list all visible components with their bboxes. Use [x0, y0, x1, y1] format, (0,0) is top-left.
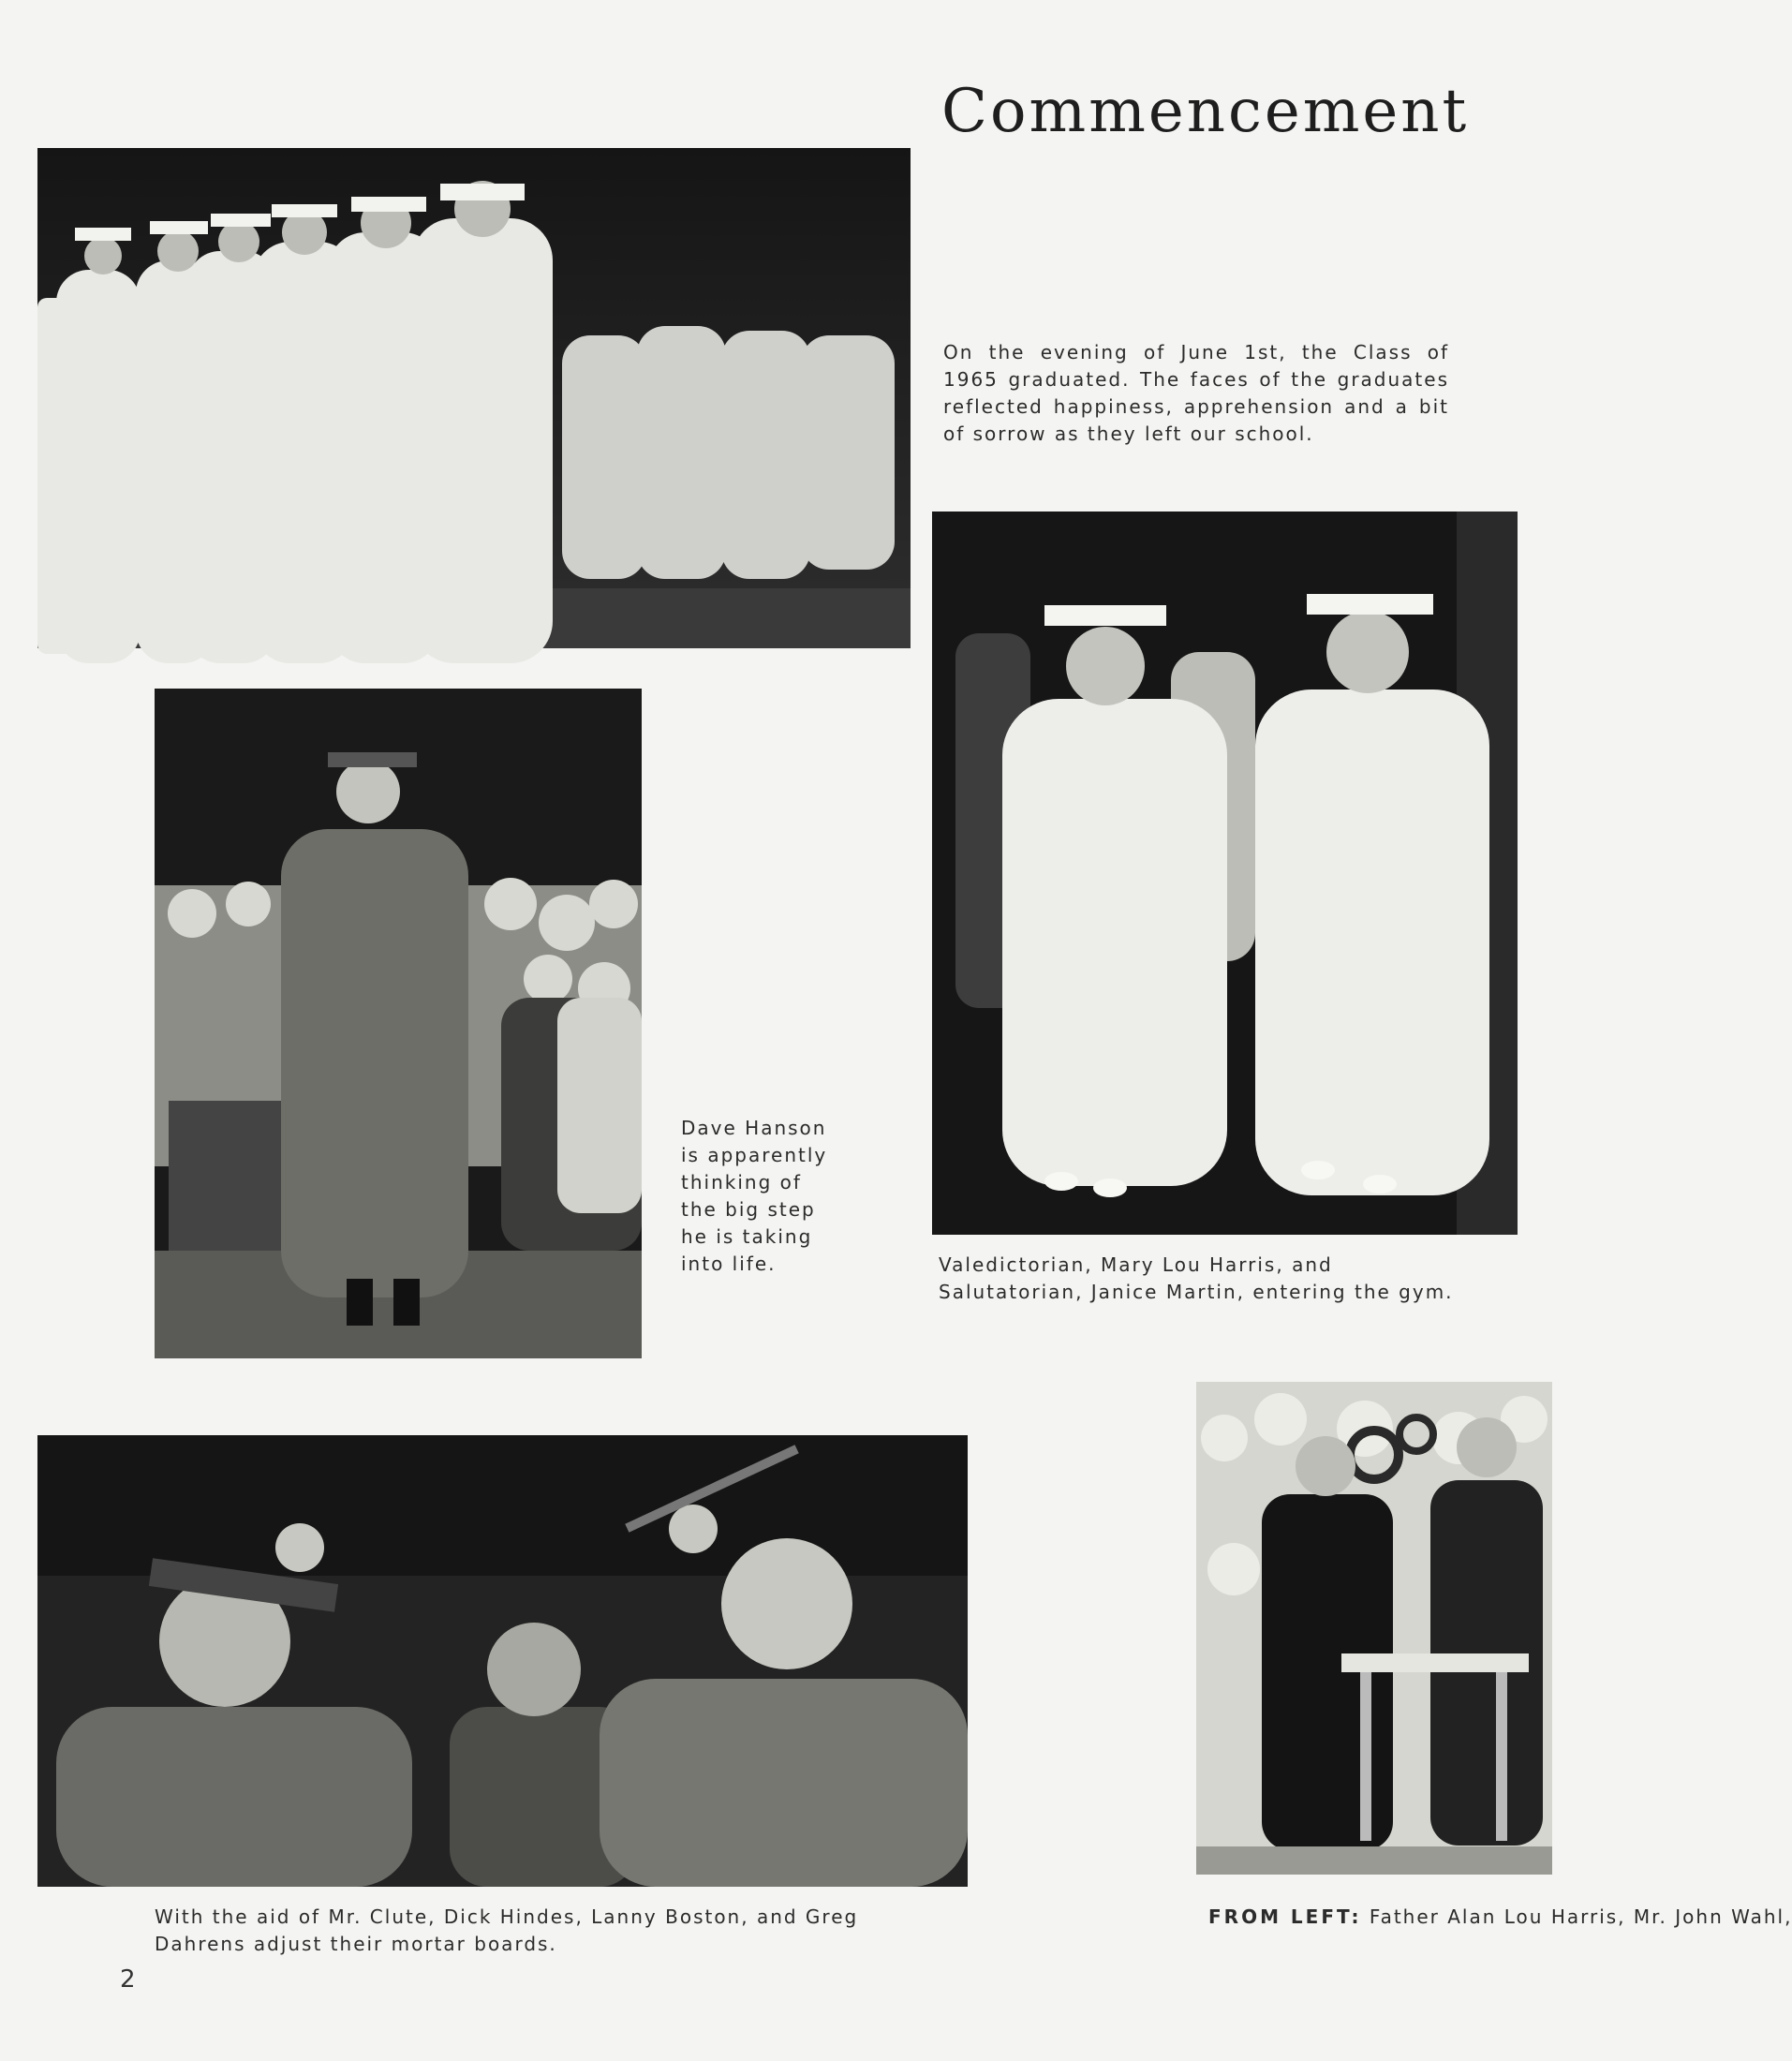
caption-from-left-label: FROM LEFT: — [1208, 1905, 1362, 1928]
page-title: Commencement — [941, 77, 1470, 146]
photo-valedictorian-salutatorian — [932, 512, 1518, 1235]
caption-mortar-boards: With the aid of Mr. Clute, Dick Hindes, Lanny Boston, and Greg Dahrens adjust their mortar boards. — [155, 1905, 859, 1955]
caption-intro: On the evening of June 1st, the Class of 1965 graduated. The faces of the graduates reflected happiness, apprehension and a bit of sorrow as they left our school. — [943, 341, 1449, 445]
caption-valedictorian: Valedictorian, Mary Lou Harris, and Salutatorian, Janice Martin, entering the gym. — [939, 1253, 1454, 1303]
photo-dave-hanson — [155, 689, 642, 1358]
caption-dave-hanson: Dave Hanson is apparently thinking of the big step he is taking into life. — [681, 1117, 828, 1275]
caption-from-left-text: Father Alan Lou Harris, Mr. John Wahl, — [1369, 1905, 1792, 1928]
page-number: 2 — [120, 1965, 136, 1994]
caption-from-left — [1208, 1904, 1792, 1931]
photo-graduates-lineup — [37, 148, 911, 648]
photo-from-left — [1196, 1382, 1552, 1875]
photo-mortar-boards — [37, 1435, 968, 1887]
